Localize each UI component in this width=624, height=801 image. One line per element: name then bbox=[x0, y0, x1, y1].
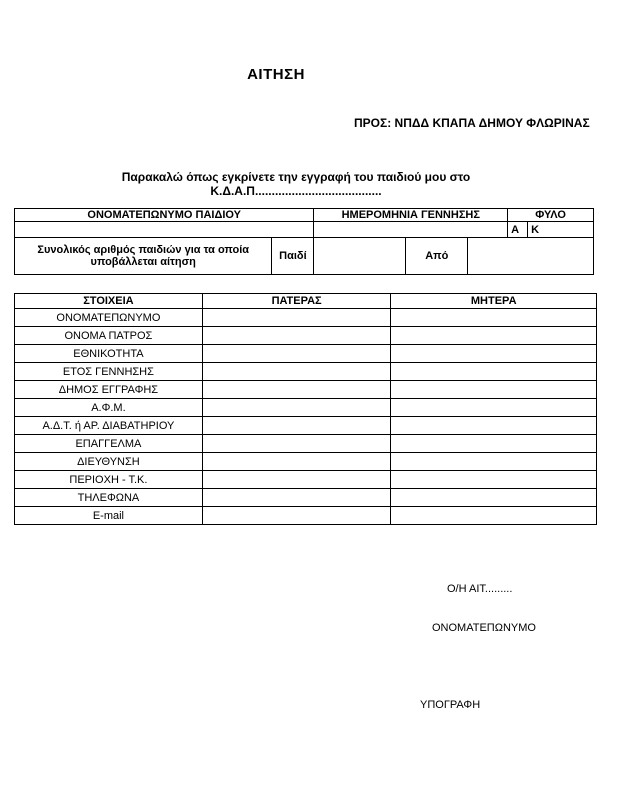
mother-field[interactable] bbox=[391, 345, 597, 363]
applicant-label: Ο/Η ΑΙΤ......... bbox=[447, 583, 513, 595]
details-header: ΣΤΟΙΧΕΙΑ bbox=[15, 294, 203, 309]
mother-field[interactable] bbox=[391, 435, 597, 453]
row-label: ΤΗΛΕΦΩΝΑ bbox=[15, 489, 203, 507]
row-label: E-mail bbox=[15, 507, 203, 525]
parents-info-table bbox=[14, 293, 597, 525]
mother-field[interactable] bbox=[391, 417, 597, 435]
child-info-table bbox=[14, 208, 594, 275]
child-number-field[interactable] bbox=[314, 238, 406, 275]
father-field[interactable] bbox=[202, 435, 391, 453]
document-title: ΑΙΤΗΣΗ bbox=[247, 66, 305, 83]
mother-field[interactable] bbox=[391, 363, 597, 381]
father-field[interactable] bbox=[202, 363, 391, 381]
full-name-label: ΟΝΟΜΑΤΕΠΩΝΥΜΟ bbox=[432, 622, 536, 634]
from-label: Από bbox=[406, 238, 468, 275]
father-field[interactable] bbox=[202, 327, 391, 345]
mother-field[interactable] bbox=[391, 453, 597, 471]
father-field[interactable] bbox=[202, 507, 391, 525]
gender-female-option[interactable]: Κ bbox=[528, 222, 594, 238]
father-field[interactable] bbox=[202, 399, 391, 417]
child-label: Παιδί bbox=[272, 238, 314, 275]
mother-field[interactable] bbox=[391, 471, 597, 489]
father-field[interactable] bbox=[202, 309, 391, 327]
gender-male-option[interactable]: Α bbox=[508, 222, 528, 238]
father-header: ΠΑΤΕΡΑΣ bbox=[202, 294, 391, 309]
request-line-1: Παρακαλώ όπως εγκρίνετε την εγγραφή του παιδιού μου στο bbox=[121, 170, 471, 184]
mother-field[interactable] bbox=[391, 381, 597, 399]
child-name-field[interactable] bbox=[15, 222, 314, 238]
gender-header: ΦΥΛΟ bbox=[508, 209, 594, 222]
signature-label: ΥΠΟΓΡΑΦΗ bbox=[420, 699, 481, 711]
row-label: ΕΘΝΙΚΟΤΗΤΑ bbox=[15, 345, 203, 363]
row-label: Α.Φ.Μ. bbox=[15, 399, 203, 417]
father-field[interactable] bbox=[202, 471, 391, 489]
birthdate-field[interactable] bbox=[314, 222, 508, 238]
row-label: ΔΗΜΟΣ ΕΓΓΡΑΦΗΣ bbox=[15, 381, 203, 399]
mother-header: ΜΗΤΕΡΑ bbox=[391, 294, 597, 309]
mother-field[interactable] bbox=[391, 489, 597, 507]
row-label: ΠΕΡΙΟΧΗ - Τ.Κ. bbox=[15, 471, 203, 489]
mother-field[interactable] bbox=[391, 507, 597, 525]
row-label: ΔΙΕΥΘΥΝΣΗ bbox=[15, 453, 203, 471]
recipient-line: ΠΡΟΣ: ΝΠΔΔ ΚΠΑΠΑ ΔΗΜΟΥ ΦΛΩΡΙΝΑΣ bbox=[354, 116, 590, 130]
children-count-label: Συνολικός αριθμός παιδιών για τα οποία υποβάλλεται αίτηση bbox=[15, 238, 272, 275]
request-text bbox=[96, 170, 496, 198]
row-label: ΟΝΟΜΑΤΕΠΩΝΥΜΟ bbox=[15, 309, 203, 327]
mother-field[interactable] bbox=[391, 327, 597, 345]
child-name-header: ΟΝΟΜΑΤΕΠΩΝΥΜΟ ΠΑΙΔΙΟΥ bbox=[15, 209, 314, 222]
father-field[interactable] bbox=[202, 345, 391, 363]
father-field[interactable] bbox=[202, 417, 391, 435]
row-label: ΟΝΟΜΑ ΠΑΤΡΟΣ bbox=[15, 327, 203, 345]
mother-field[interactable] bbox=[391, 399, 597, 417]
father-field[interactable] bbox=[202, 381, 391, 399]
father-field[interactable] bbox=[202, 489, 391, 507]
row-label: ΕΤΟΣ ΓΕΝΝΗΣΗΣ bbox=[15, 363, 203, 381]
row-label: Α.Δ.Τ. ή ΑΡ. ΔΙΑΒΑΤΗΡΙΟΥ bbox=[15, 417, 203, 435]
birthdate-header: ΗΜΕΡΟΜΗΝΙΑ ΓΕΝΝΗΣΗΣ bbox=[314, 209, 508, 222]
row-label: ΕΠΑΓΓΕΛΜΑ bbox=[15, 435, 203, 453]
children-total-field[interactable] bbox=[468, 238, 594, 275]
request-line-2: Κ.Δ.Α.Π...................................... bbox=[210, 184, 382, 198]
father-field[interactable] bbox=[202, 453, 391, 471]
mother-field[interactable] bbox=[391, 309, 597, 327]
